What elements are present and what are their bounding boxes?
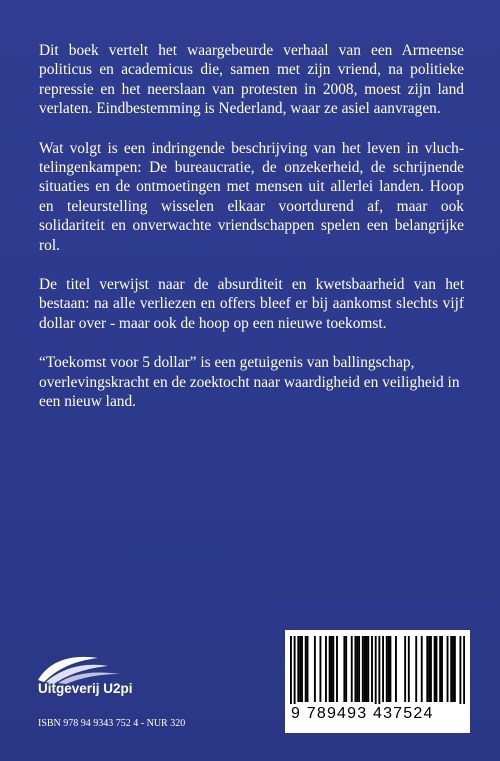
publisher-name: Uitgeverij U2pi xyxy=(38,681,133,696)
barcode-bars xyxy=(290,636,465,704)
barcode-bar xyxy=(382,636,384,702)
barcode-bar xyxy=(434,636,436,702)
blurb-paragraph-3: De titel verwijst naar de absurditeit en kwetsbaarheid van het bestaan: na alle verliezen en offers bleef er bij aankomst slechts vijf dollar over - maar ook de hoop op een nieuwe toekomst. xyxy=(39,276,464,332)
barcode-bar xyxy=(447,636,449,702)
publisher-logo-icon xyxy=(36,652,126,684)
barcode-bar xyxy=(389,636,391,702)
barcode-bar xyxy=(290,636,292,704)
barcode-bar xyxy=(331,636,333,702)
barcode-bar xyxy=(430,636,432,702)
barcode-bar xyxy=(305,636,307,702)
barcode-bar xyxy=(436,636,438,702)
barcode-bar xyxy=(404,636,406,702)
barcode-bar xyxy=(297,636,299,702)
barcode-bar xyxy=(386,636,388,702)
barcode-bar xyxy=(354,636,356,702)
barcode-bar xyxy=(408,636,410,702)
barcode-bar xyxy=(325,636,327,702)
barcode-bar xyxy=(345,636,347,702)
barcode-bar xyxy=(367,636,369,702)
barcode-bar xyxy=(358,636,360,702)
barcode-bar xyxy=(366,636,368,702)
barcode-bar xyxy=(307,636,309,702)
barcode-bar xyxy=(450,636,452,702)
barcode-bar xyxy=(329,636,331,702)
barcode-bar xyxy=(421,636,423,702)
isbn-barcode xyxy=(285,630,470,733)
barcode-bar xyxy=(371,636,373,702)
publisher-logo xyxy=(36,652,206,702)
barcode-bar xyxy=(364,636,366,702)
blurb-paragraph-2: Wat volgt is een indringende beschrijving van het leven in vluchtelingenkampen: De bureaucratie, de onzekerheid, de schrijnende situaties en de ontmoetingen met mensen uit allerlei landen. Hoop en teleurstelling wisselen elkaar voortdurend af, maar ook solidariteit en onverwachte vriendschappen spelen een belangrijke rol. xyxy=(39,139,464,254)
barcode-bar xyxy=(426,636,428,702)
barcode-bar xyxy=(332,636,334,702)
barcode-bar xyxy=(351,636,353,702)
barcode-bar xyxy=(463,636,465,704)
barcode-bar xyxy=(439,636,441,702)
barcode-bar xyxy=(395,636,397,702)
barcode-bar xyxy=(301,636,303,702)
barcode-bar xyxy=(343,636,345,702)
barcode-bar xyxy=(378,636,380,704)
barcode-bar xyxy=(428,636,430,702)
barcode-bar xyxy=(388,636,390,702)
barcode-bar xyxy=(375,636,377,704)
barcode-bar xyxy=(454,636,456,702)
barcode-bar xyxy=(336,636,338,702)
blurb-paragraph-1: Dit boek vertelt het waargebeurde verhaal van een Armeense politicus en academicus die, samen met zijn vriend, na politieke repressie en het neerslaan van protesten in 2008, moest zijn land verlaten. Eindbestemming is Nederland, waar ze asiel aanvragen. xyxy=(39,42,464,118)
blurb-text xyxy=(39,41,464,432)
barcode-bar xyxy=(319,636,321,702)
isbn-nur-line: ISBN 978 94 9343 752 4 - NUR 320 xyxy=(38,718,186,729)
barcode-bar xyxy=(294,636,296,704)
barcode-bar xyxy=(356,636,358,702)
blurb-paragraph-4: “Toekomst voor 5 dollar” is een getuigenis van ballingschap, overlevingskracht en de zoektocht naar waardigheid en veiligheid in een nieuw land. xyxy=(39,354,460,411)
barcode-bar xyxy=(299,636,301,702)
barcode-bar xyxy=(452,636,454,702)
barcode-bar xyxy=(314,636,316,702)
barcode-bar xyxy=(362,636,364,702)
barcode-bar xyxy=(459,636,461,704)
barcode-bar xyxy=(441,636,443,702)
barcode-bar xyxy=(415,636,417,702)
barcode-digits: 9 789493 437524 xyxy=(291,705,434,722)
